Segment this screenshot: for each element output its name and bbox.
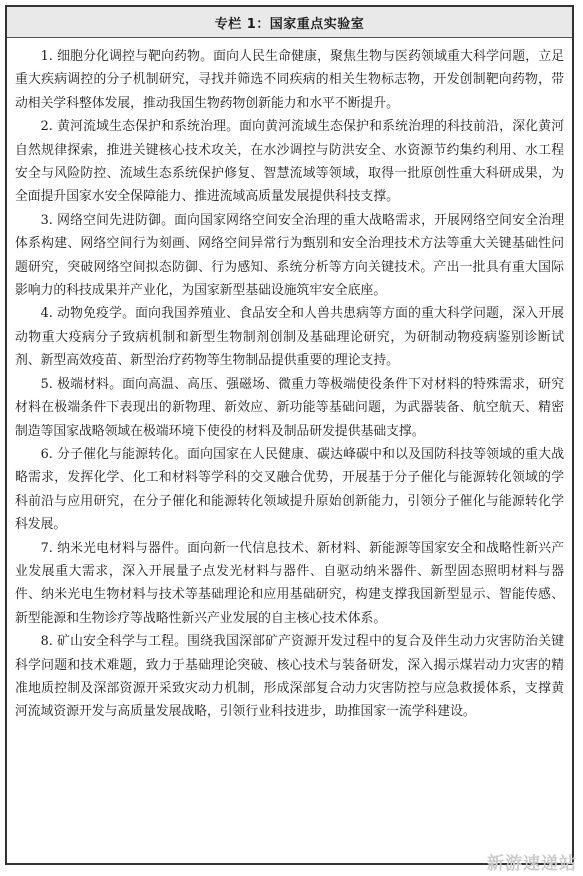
paragraph-1: 1. 细胞分化调控与靶向药物。面向人民生命健康，聚焦生物与医药领域重大科学问题，立足重大疾病调控的分子机制研究，寻找并筛选不同疾病的相关生物标志物，开发创制靶向药物，带动相关学科整体发展，推动我国生物药物创新能力和水平不断提升。 xyxy=(15,49,564,111)
paragraph-6: 6. 分子催化与能源转化。面向国家在人民健康、碳达峰碳中和以及国防科技等领域的重大战略需求，发挥化学、化工和材料等学科的交叉融合优势，开展基于分子催化与能源转化领域的学科前沿与应用研究，在分子催化和能源转化领域提升原始创新能力，引领分子催化与能源转化学科发展。 xyxy=(15,446,564,533)
paragraph-4: 4. 动物免疫学。面向我国养殖业、食品安全和人兽共患病等方面的重大科学问题，深入开展动物重大疫病分子致病机制和新型生物制剂创制及基础理论研究，为研制动物疫病鉴别诊断试剂、新型高效疫苗、新型治疗药物等生物制品提供重要的理论支持。 xyxy=(15,306,564,369)
paragraph-2: 2. 黄河流域生态保护和系统治理。面向黄河流域生态保护和系统治理的科技前沿，深化黄河自然规律探索，推进关键核心技术攻关，在水沙调控与防洪安全、水资源节约集约利用、水工程安全与风险防控、流域生态系统保护修复、智慧流域等领域，取得一批原创性重大科研成果，为全面提升国家水安全保障能力、推进流域高质量发展提供科技支撑。 xyxy=(15,119,564,205)
feature-box xyxy=(5,5,574,865)
paragraph-7: 7. 纳米光电材料与器件。面向新一代信息技术、新材料、新能源等国家安全和战略性新兴产业发展重大需求，深入开展量子点发光材料与器件、自驱动纳米器件、新型固态照明材料与器件、纳米光电生物材料与技术等基础理论和应用基础研究，构建支撑我国新型显示、智能传感、新型能源和生物诊疗等战略性新兴产业发展的自主核心技术体系。 xyxy=(15,540,564,626)
paragraph-3: 3. 网络空间先进防御。面向国家网络空间安全治理的重大战略需求，开展网络空间安全治理体系构建、网络空间行为刻画、网络空间异常行为甄别和安全治理技术方法等重大关键基础性问题研究，突破网络空间拟态防御、行为感知、系统分析等方向关键技术。产出一批具有重大国际影响力的科技成果并产业化，为国家新型基础设施筑牢安全底座。 xyxy=(15,212,564,299)
paragraph-8: 8. 矿山安全科学与工程。围绕我国深部矿产资源开发过程中的复合及伴生动力灾害防治关键科学问题和技术难题，致力于基础理论突破、核心技术与装备研发，深入揭示煤岩动力灾害的精准地质控制及深部资源开采致灾动力机制，形成深部复合动力灾害防控与应急救援体系，支撑黄河流域资源开发与高质量发展战略，引领行业科技进步，助推国家一流学科建设。 xyxy=(15,634,564,720)
box-content xyxy=(15,45,564,724)
watermark: 新游速递站 xyxy=(487,854,577,874)
box-title: 专栏 1：国家重点实验室 xyxy=(214,16,365,32)
paragraph-5: 5. 极端材料。面向高温、高压、强磁场、微重力等极端使役条件下对材料的特殊需求，研究材料在极端条件下表现出的新物理、新效应、新功能等基础问题，为武器装备、航空航天、精密制造等国家战略领域在极端环境下使役的材料及制品研发提供基础支撑。 xyxy=(15,376,564,439)
box-header xyxy=(7,7,572,38)
